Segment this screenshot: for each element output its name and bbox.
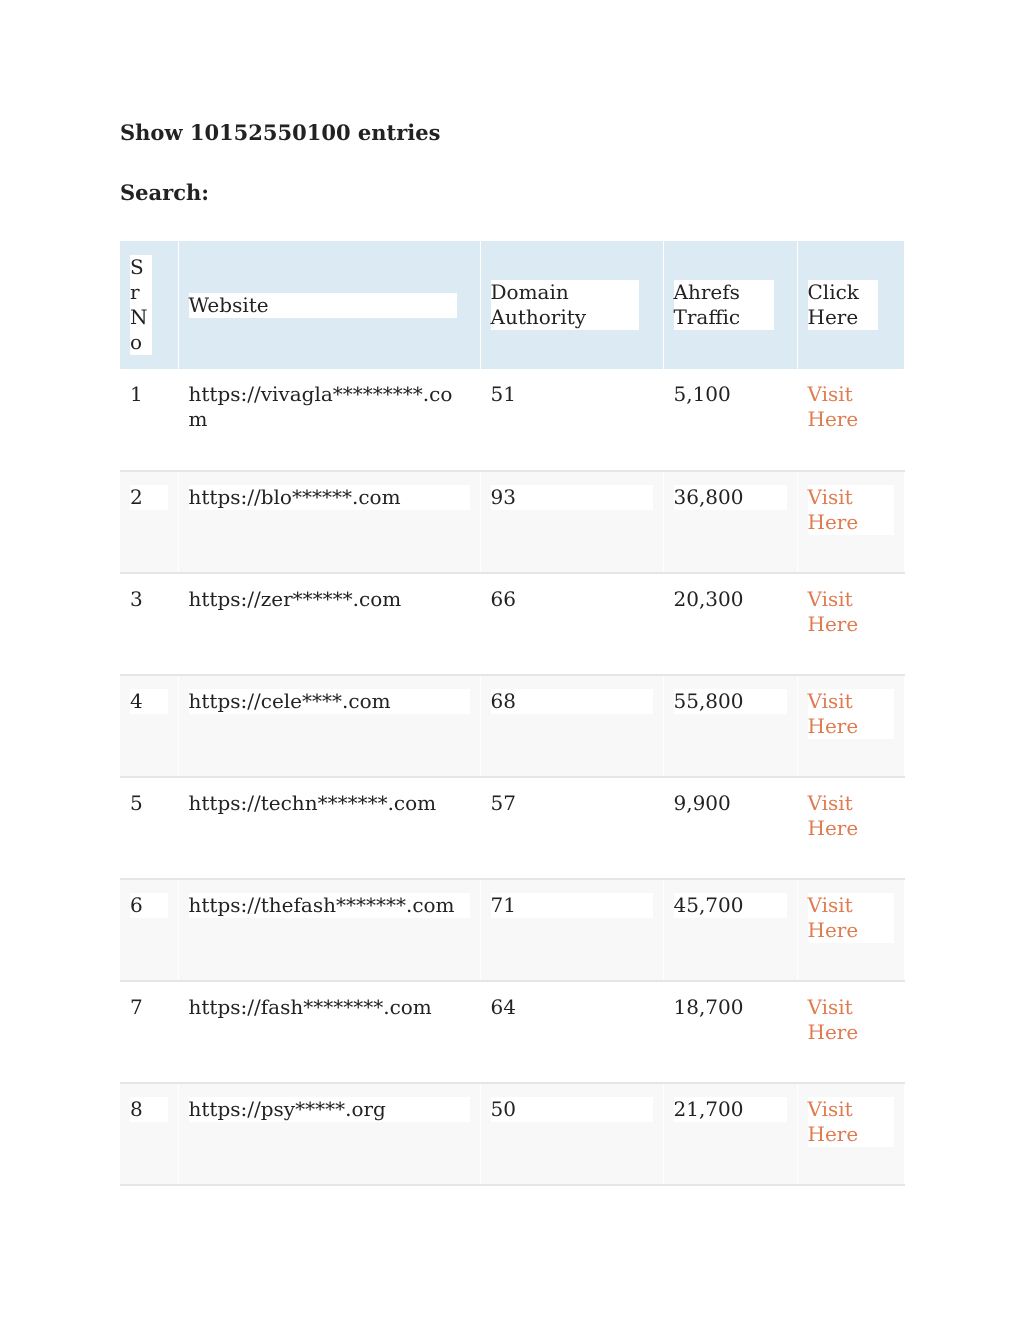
cell-click-here [797,777,904,879]
cell-domain-authority [480,777,663,879]
cell-sr-no-text: 3 [130,587,143,611]
cell-ahrefs-traffic-text: 9,900 [673,791,731,815]
cell-domain-authority-text: 68 [491,689,653,714]
cell-website-text: https://thefash*******.com [189,893,470,918]
column-header-label: Ahrefs Traffic [674,280,774,330]
cell-domain-authority [480,879,663,981]
cell-sr-no [120,573,178,675]
cell-website-text: https://zer******.com [188,587,402,611]
cell-ahrefs-traffic [663,573,797,675]
search-input[interactable] [216,183,380,207]
visit-here-link[interactable]: Visit Here [808,893,894,943]
column-header-website[interactable] [178,241,480,369]
table-row [120,777,904,879]
cell-click-here [797,1083,904,1185]
header-row [120,241,904,369]
column-header-label: Domain Authority [491,280,639,330]
cell-ahrefs-traffic-text: 55,800 [674,689,787,714]
column-header-click-here[interactable] [797,241,904,369]
cell-sr-no-text: 6 [130,893,168,918]
cell-sr-no-text: 7 [130,995,143,1019]
cell-website-text: https://vivagla*********.com [188,382,453,431]
visit-here-link[interactable]: Visit Here [807,382,859,431]
visit-here-link[interactable]: Visit Here [808,689,894,739]
cell-website-text: https://psy*****.org [189,1097,470,1122]
visit-here-link[interactable]: Visit Here [807,995,859,1044]
cell-sr-no-text: 1 [130,382,143,406]
cell-ahrefs-traffic-text: 18,700 [673,995,744,1019]
cell-website [178,471,480,573]
table-body [120,369,904,1185]
cell-website [178,369,480,471]
cell-sr-no [120,981,178,1083]
cell-website [178,573,480,675]
cell-click-here [797,369,904,471]
cell-domain-authority [480,369,663,471]
cell-click-here [797,981,904,1083]
cell-domain-authority-text: 64 [490,995,516,1019]
cell-ahrefs-traffic [663,879,797,981]
cell-domain-authority [480,1083,663,1185]
column-header-label: Website [189,293,457,318]
cell-domain-authority [480,675,663,777]
cell-website [178,1083,480,1185]
cell-domain-authority-text: 50 [491,1097,653,1122]
column-header-sr-no[interactable] [120,241,178,369]
table-row [120,981,904,1083]
show-entries-text: Show 10152550100 entries [120,120,441,145]
cell-sr-no-text: 2 [130,485,168,510]
table-row [120,675,904,777]
cell-ahrefs-traffic-text: 36,800 [674,485,787,510]
cell-ahrefs-traffic [663,675,797,777]
cell-ahrefs-traffic-text: 20,300 [673,587,744,611]
cell-sr-no-text: 8 [130,1097,168,1122]
cell-domain-authority-text: 93 [491,485,653,510]
cell-domain-authority-text: 66 [490,587,516,611]
cell-click-here [797,471,904,573]
cell-sr-no [120,369,178,471]
cell-sr-no [120,879,178,981]
cell-domain-authority-text: 71 [491,893,653,918]
cell-sr-no [120,675,178,777]
table-row [120,573,904,675]
cell-ahrefs-traffic-text: 5,100 [673,382,731,406]
visit-here-link[interactable]: Visit Here [808,1097,894,1147]
table-row [120,471,904,573]
cell-ahrefs-traffic [663,1083,797,1185]
cell-sr-no [120,1083,178,1185]
table-row [120,879,904,981]
column-header-domain-authority[interactable] [480,241,663,369]
cell-domain-authority-text: 51 [490,382,516,406]
cell-website-text: https://techn*******.com [188,791,437,815]
table-header [120,241,904,369]
cell-ahrefs-traffic-text: 45,700 [674,893,787,918]
cell-website [178,675,480,777]
search-control [120,178,380,208]
table-row [120,369,904,471]
visit-here-link[interactable]: Visit Here [807,587,859,636]
column-header-label: Click Here [808,280,878,330]
cell-sr-no [120,777,178,879]
search-label: Search: [120,180,210,205]
cell-domain-authority-text: 57 [490,791,516,815]
cell-domain-authority [480,471,663,573]
cell-website [178,879,480,981]
cell-click-here [797,573,904,675]
cell-click-here [797,675,904,777]
cell-sr-no-text: 5 [130,791,143,815]
cell-sr-no [120,471,178,573]
cell-ahrefs-traffic [663,981,797,1083]
cell-ahrefs-traffic-text: 21,700 [674,1097,787,1122]
column-header-ahrefs-traffic[interactable] [663,241,797,369]
visit-here-link[interactable]: Visit Here [807,791,859,840]
entries-length-control[interactable] [120,118,440,148]
cell-domain-authority [480,981,663,1083]
cell-website [178,777,480,879]
visit-here-link[interactable]: Visit Here [808,485,894,535]
cell-click-here [797,879,904,981]
sites-table [120,241,905,1186]
cell-ahrefs-traffic [663,777,797,879]
cell-domain-authority [480,573,663,675]
cell-ahrefs-traffic [663,369,797,471]
cell-website-text: https://blo******.com [189,485,470,510]
cell-ahrefs-traffic [663,471,797,573]
cell-website-text: https://fash********.com [188,995,432,1019]
cell-sr-no-text: 4 [130,689,168,714]
cell-website-text: https://cele****.com [189,689,470,714]
cell-website [178,981,480,1083]
table-row [120,1083,904,1185]
column-header-label: Sr No [130,255,152,355]
